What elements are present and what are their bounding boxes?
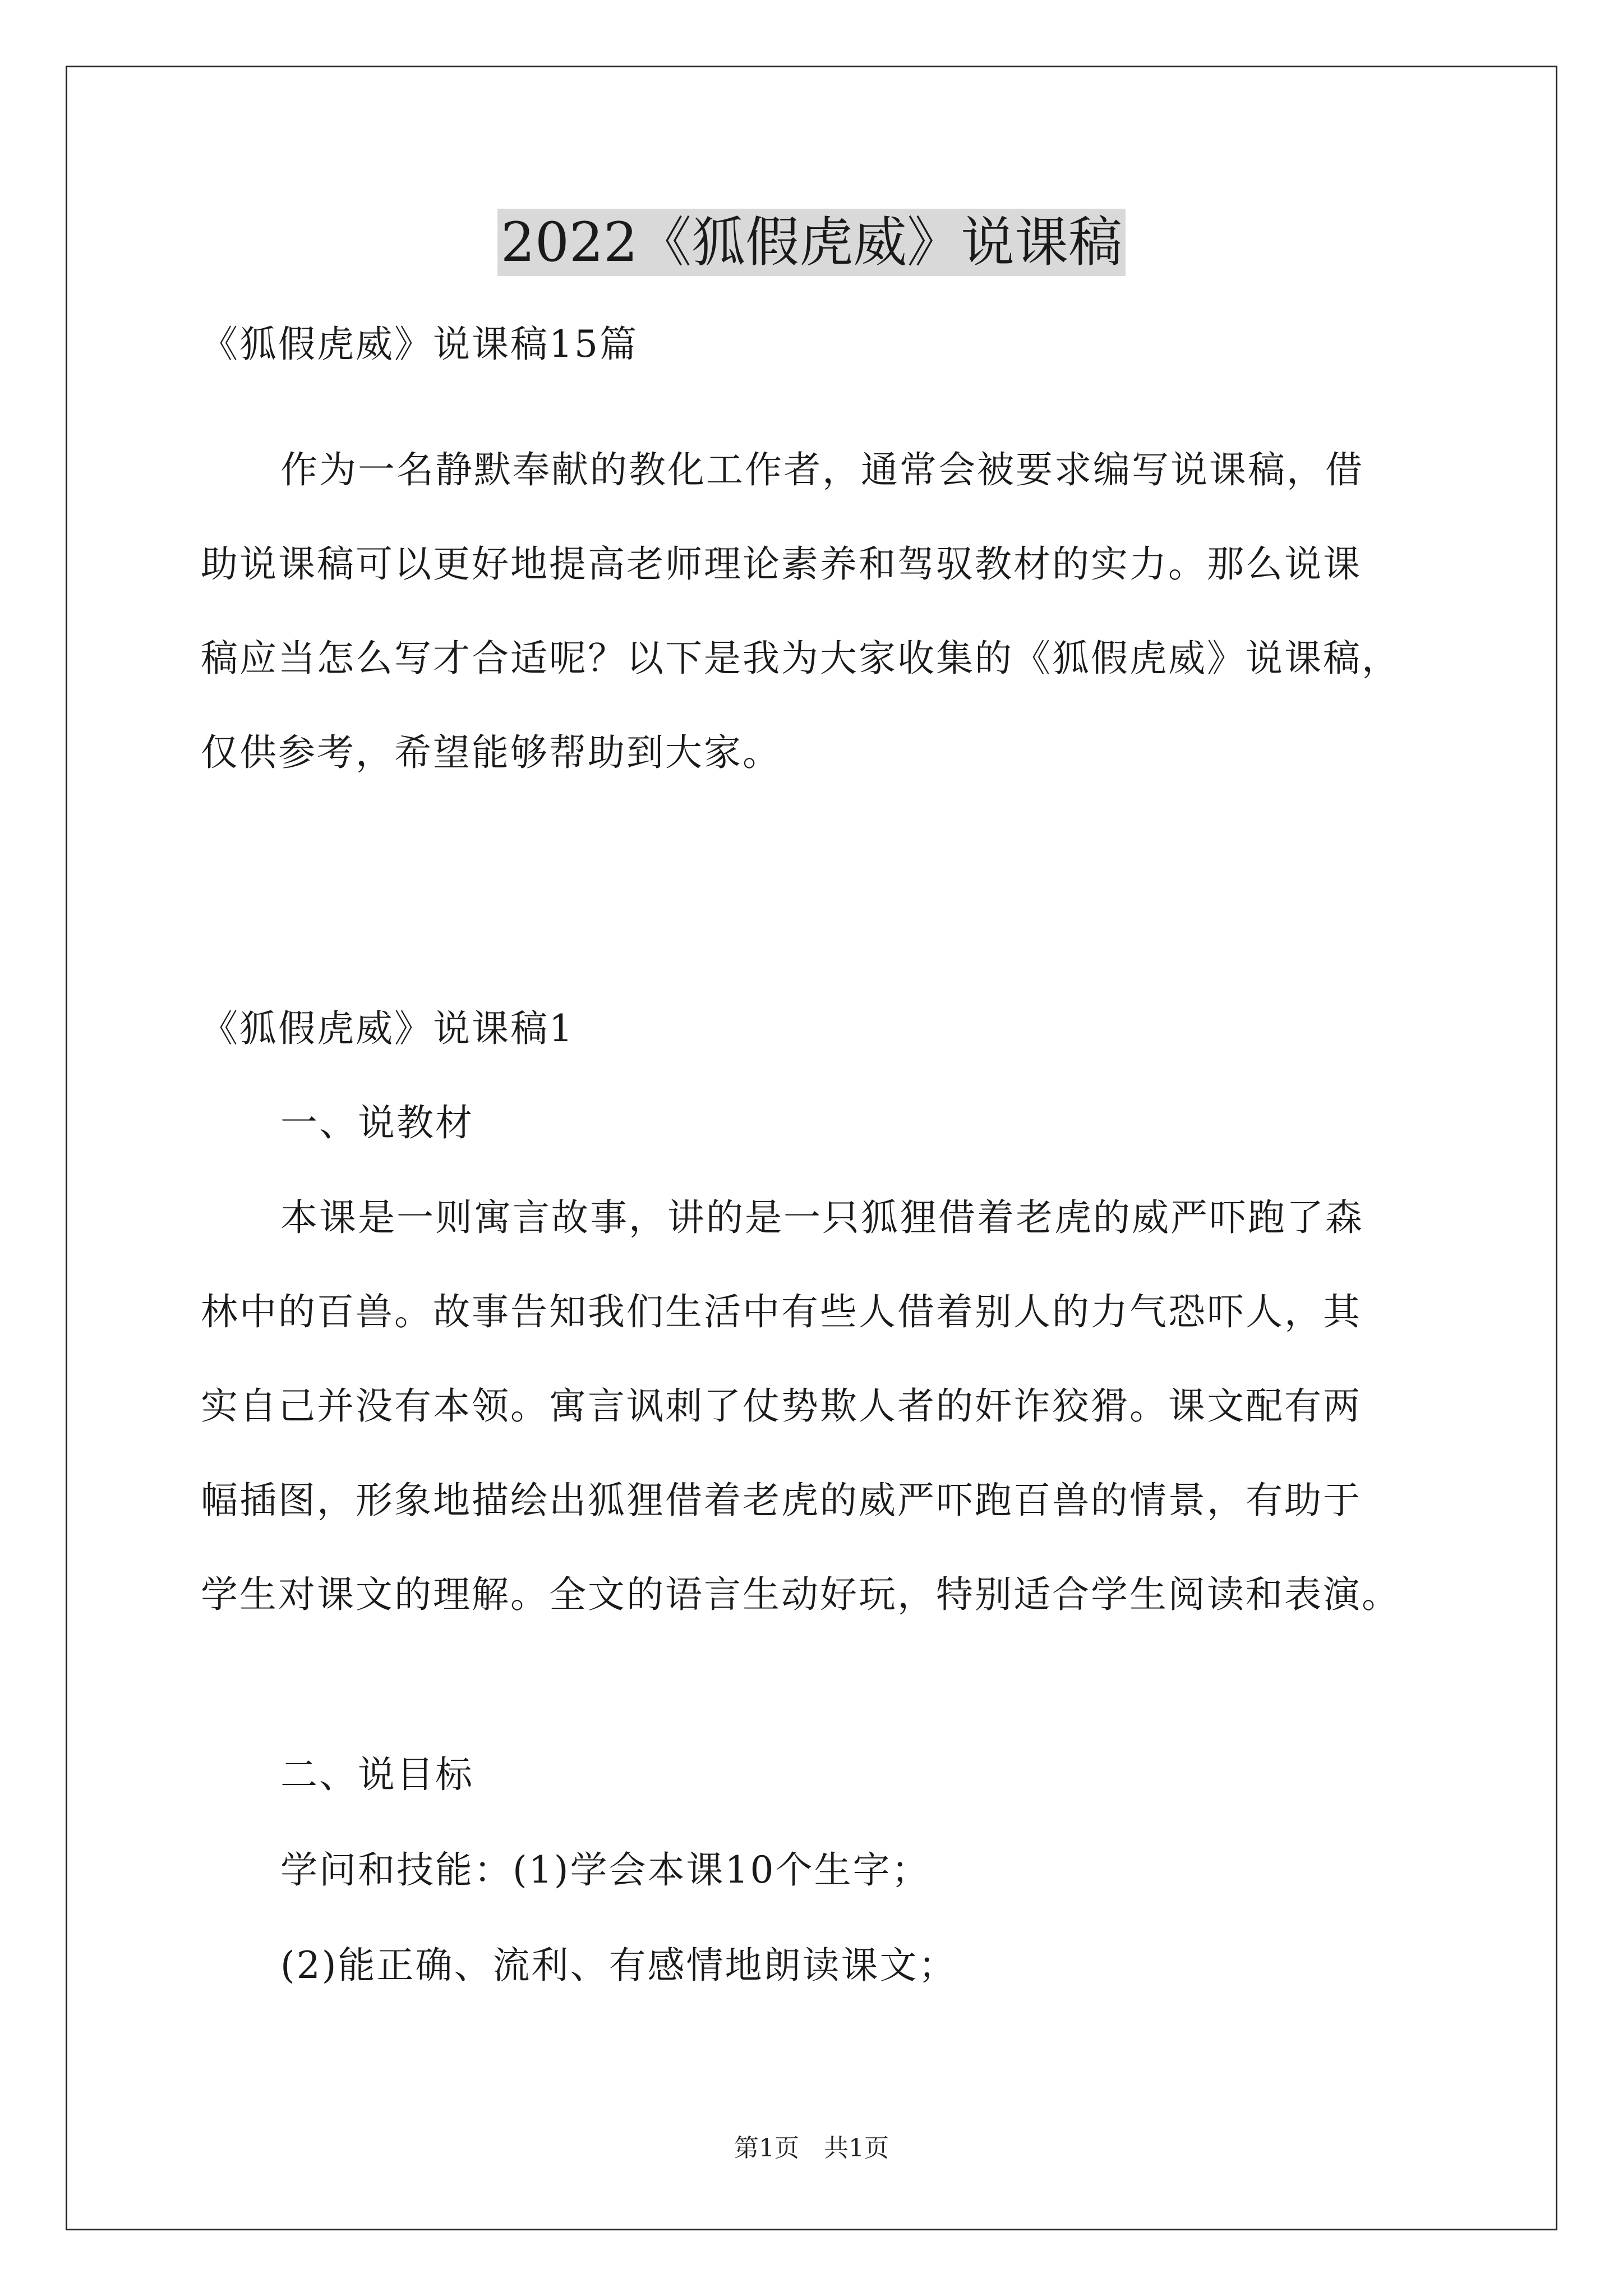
goal-item: 学问和技能：(1)学会本课10个生字； [280,1848,930,1892]
goal-item: (2)能正确、流利、有感情地朗读课文； [280,1944,957,1987]
part1-line: 实自己并没有本领。寓言讽刺了仗势欺人者的奸诈狡猾。课文配有两 [201,1384,1362,1428]
part1-heading: 一、说教材 [280,1101,474,1144]
document-title [0,209,1623,276]
part1-line: 幅插图，形象地描绘出狐狸借着老虎的威严吓跑百兽的情景，有助于 [201,1479,1362,1522]
part1-line: 本课是一则寓言故事，讲的是一只狐狸借着老虎的威严吓跑了森 [280,1196,1364,1239]
page-border [66,66,1557,2230]
part1-paragraph [201,1191,1435,1662]
document-subtitle: 《狐假虎威》说课稿15篇 [201,323,638,366]
intro-line: 作为一名静默奉献的教化工作者，通常会被要求编写说课稿，借 [280,448,1364,491]
intro-line: 稿应当怎么写才合适呢？以下是我为大家收集的《狐假虎威》说课稿， [201,637,1400,680]
document-title-text: 2022《狐假虎威》说课稿 [497,209,1126,276]
part1-line: 学生对课文的理解。全文的语言生动好玩，特别适合学生阅读和表演。 [201,1573,1400,1616]
intro-line: 仅供参考，希望能够帮助到大家。 [201,731,781,774]
intro-line: 助说课稿可以更好地提高老师理论素养和驾驭教材的实力。那么说课 [201,542,1362,586]
page-footer: 第1页 共1页 [734,2134,889,2162]
section-heading: 《狐假虎威》说课稿1 [201,1007,574,1050]
intro-paragraph [201,443,1435,820]
part2-heading: 二、说目标 [280,1753,474,1796]
part1-line: 林中的百兽。故事告知我们生活中有些人借着别人的力气恐吓人，其 [201,1290,1362,1333]
